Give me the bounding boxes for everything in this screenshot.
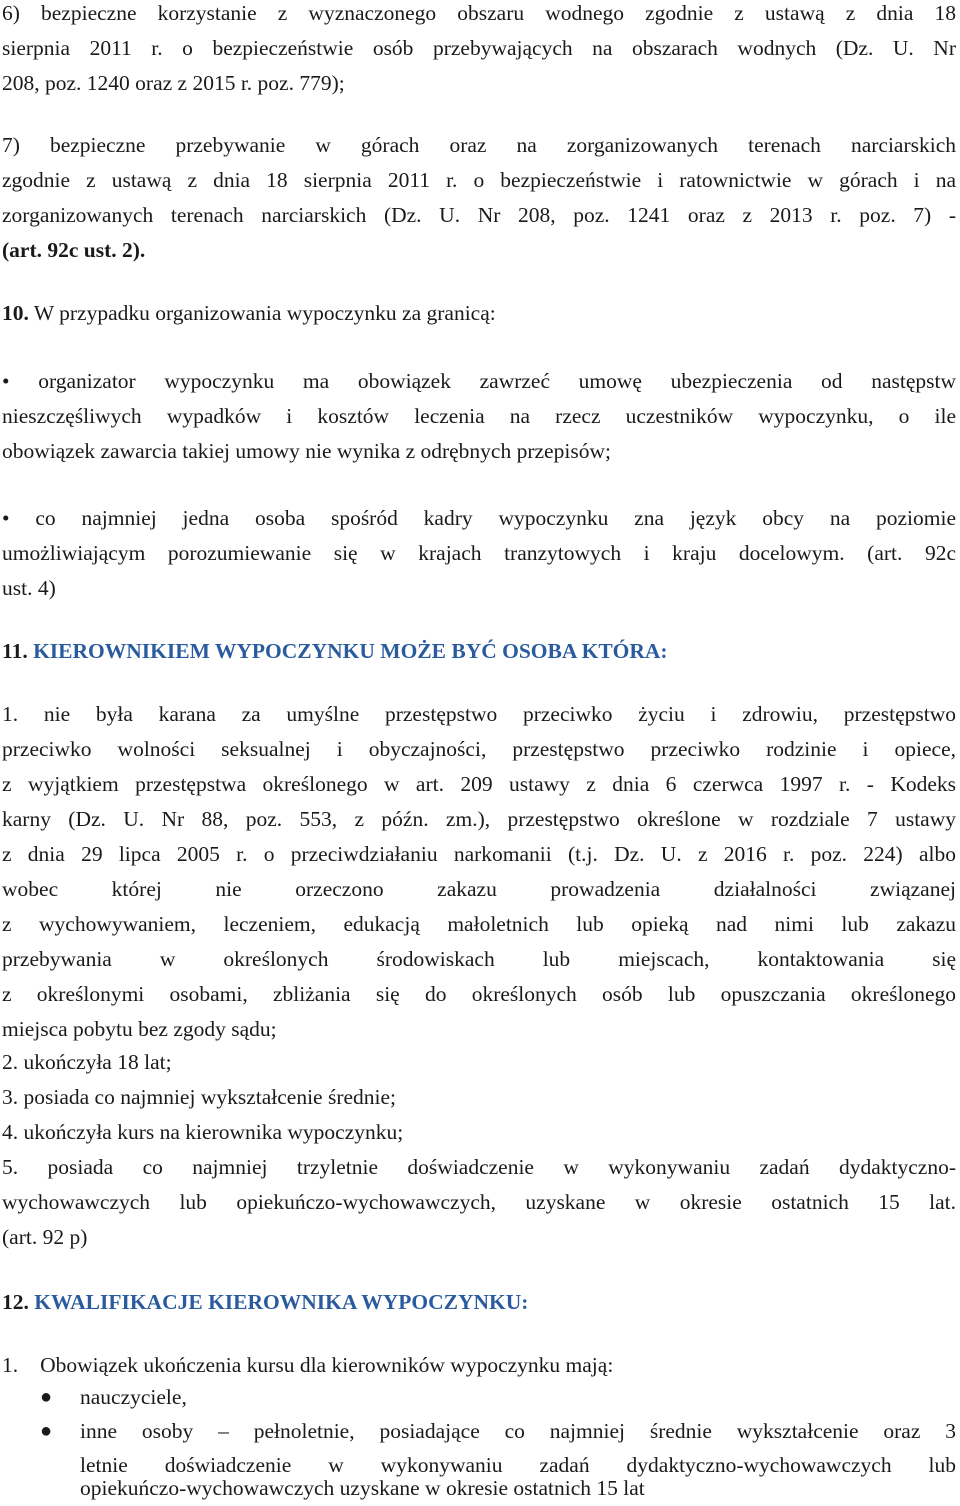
item-7-line-1: 7) bezpieczne przebywanie w górach oraz na zorganizowanych terenach narciarskich: [2, 133, 956, 157]
section-11-title: KIEROWNIKIEM WYPOCZYNKU MOŻE BYĆ OSOBA KTÓRA:: [33, 639, 668, 663]
section-11-point-3: 3. posiada co najmniej wykształcenie średnie;: [2, 1085, 397, 1109]
item-7-line-3: zorganizowanych terenach narciarskich (Dz. U. Nr 208, poz. 1241 oraz z 2013 r. poz. 7) -: [2, 203, 956, 227]
section-11-point-5-line-2: wychowawczych lub opiekuńczo-wychowawczych, uzyskane w okresie ostatnich 15 lat.: [2, 1190, 956, 1214]
section-10-text: W przypadku organizowania wypoczynku za granicą:: [28, 301, 496, 325]
item-7-line-2: zgodnie z ustawą z dnia 18 sierpnia 2011 r. o bezpieczeństwie i ratownictwie w górach i na: [2, 168, 956, 192]
section-11-point-5-line-1: 5. posiada co najmniej trzyletnie doświadczenie w wykonywaniu zadań dydaktyczno-: [2, 1155, 956, 1179]
item-6-line-1: 6) bezpieczne korzystanie z wyznaczonego obszaru wodnego zgodnie z ustawą z dnia 18: [2, 1, 956, 25]
section-10-bullet-2-line-2: umożliwiającym porozumiewanie się w krajach tranzytowych i kraju docelowym. (art. 92c: [2, 541, 956, 565]
section-11-point-1-line-7: z wychowywaniem, leczeniem, edukacją małoletnich lub opieką nad nimi lub zakazu: [2, 912, 956, 936]
section-12-bullet-2-line-2: letnie doświadczenie w wykonywaniu zadań dydaktyczno-wychowawczych lub: [80, 1453, 956, 1477]
section-11-number: 11.: [2, 639, 28, 663]
section-12-number: 12.: [2, 1290, 29, 1314]
section-10-bullet-1-line-3: obowiązek zawarcia takiej umowy nie wynika z odrębnych przepisów;: [2, 439, 611, 463]
bullet-dot-icon: ●: [40, 1420, 53, 1442]
section-11-point-1-line-9: z określonymi osobami, zbliżania się do określonych osób lub opuszczania określonego: [2, 982, 956, 1006]
section-11-point-1-line-1: 1. nie była karana za umyślne przestępstwo przeciwko życiu i zdrowiu, przestępstwo: [2, 702, 956, 726]
section-10-bullet-1-line-2: nieszczęśliwych wypadków i kosztów leczenia na rzecz uczestników wypoczynku, o ile: [2, 404, 956, 428]
item-6-line-2: sierpnia 2011 r. o bezpieczeństwie osób przebywających na obszarach wodnych (Dz. U. Nr: [2, 36, 956, 60]
item-7-reference: (art. 92c ust. 2).: [2, 238, 146, 262]
section-10-bullet-2-line-1: • co najmniej jedna osoba spośród kadry wypoczynku zna język obcy na poziomie: [2, 506, 956, 530]
section-11-point-4: 4. ukończyła kurs na kierownika wypoczynku;: [2, 1120, 404, 1144]
section-11-point-1-line-4: karny (Dz. U. Nr 88, poz. 553, z późn. zm.), przestępstwo określone w rozdziale 7 ustawy: [2, 807, 956, 831]
section-10-bullet-1-line-1: • organizator wypoczynku ma obowiązek zawrzeć umowę ubezpieczenia od następstw: [2, 369, 956, 393]
section-10-number: 10.: [2, 301, 29, 325]
section-11-point-1-line-5: z dnia 29 lipca 2005 r. o przeciwdziałaniu narkomanii (t.j. Dz. U. z 2016 r. poz. 224) albo: [2, 842, 956, 866]
section-12-point-1: [2, 1348, 613, 1383]
section-12-heading: [2, 1285, 528, 1320]
section-10-heading: [2, 296, 496, 331]
section-12-bullet-1: nauczyciele,: [80, 1385, 187, 1409]
bullet-dot-icon: ●: [40, 1386, 53, 1408]
section-12-point-1-number: 1.: [2, 1353, 19, 1377]
section-11-point-1-line-6: wobec której nie orzeczono zakazu prowadzenia działalności związanej: [2, 877, 956, 901]
section-11-point-1-line-8: przebywania w określonych środowiskach lub miejscach, kontaktowania się: [2, 947, 956, 971]
section-11-point-2: 2. ukończyła 18 lat;: [2, 1050, 172, 1074]
section-11-point-1-line-10: miejsca pobytu bez zgody sądu;: [2, 1017, 277, 1041]
section-11-point-1-line-2: przeciwko wolności seksualnej i obyczajności, przestępstwo przeciwko rodzinie i opiece,: [2, 737, 956, 761]
section-11-heading: [2, 634, 668, 669]
section-10-bullet-2-line-3: ust. 4): [2, 576, 56, 600]
item-6-line-3: 208, poz. 1240 oraz z 2015 r. poz. 779);: [2, 71, 345, 95]
section-11-point-5-line-3: (art. 92 p): [2, 1225, 88, 1249]
section-12-bullet-2-line-3: opiekuńczo-wychowawczych uzyskane w okresie ostatnich 15 lat: [80, 1476, 645, 1500]
section-12-title: KWALIFIKACJE KIEROWNIKA WYPOCZYNKU:: [34, 1290, 529, 1314]
section-11-point-1-line-3: z wyjątkiem przestępstwa określonego w art. 209 ustawy z dnia 6 czerwca 1997 r. - Kodeks: [2, 772, 956, 796]
section-12-point-1-text: Obowiązek ukończenia kursu dla kierowników wypoczynku mają:: [40, 1353, 614, 1377]
section-12-bullet-2-line-1: inne osoby – pełnoletnie, posiadające co najmniej średnie wykształcenie oraz 3: [80, 1419, 956, 1443]
